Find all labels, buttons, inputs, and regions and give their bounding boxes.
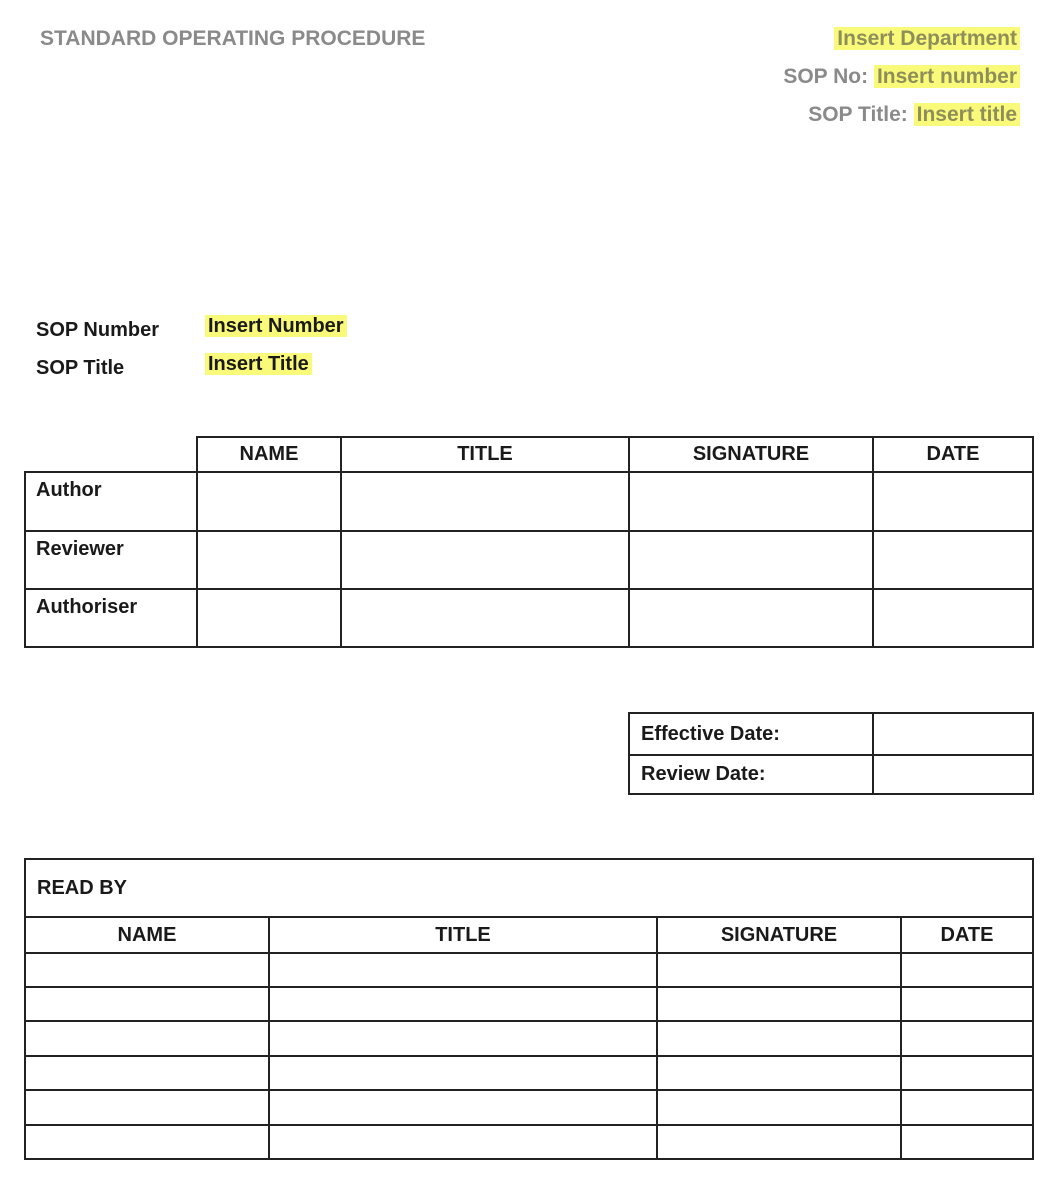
sop-no-label: SOP No: — [783, 65, 869, 88]
cell[interactable] — [25, 1090, 269, 1125]
empty-corner — [25, 437, 197, 472]
cell[interactable] — [341, 472, 629, 531]
cell[interactable] — [269, 1056, 657, 1090]
table-row — [25, 953, 1033, 987]
cell[interactable] — [657, 1090, 901, 1125]
cell[interactable] — [197, 589, 341, 647]
col-signature: SIGNATURE — [657, 917, 901, 953]
col-name: NAME — [25, 917, 269, 953]
cell[interactable] — [657, 1125, 901, 1159]
review-date-label: Review Date: — [629, 755, 873, 794]
cell[interactable] — [657, 1056, 901, 1090]
cell[interactable] — [269, 1021, 657, 1056]
row-label-reviewer: Reviewer — [25, 531, 197, 589]
cell[interactable] — [901, 1021, 1033, 1056]
sop-title-label: SOP Title: — [808, 103, 908, 126]
cell[interactable] — [25, 1056, 269, 1090]
cell[interactable] — [657, 1021, 901, 1056]
row-label-author: Author — [25, 472, 197, 531]
cell[interactable] — [657, 987, 901, 1021]
cell[interactable] — [269, 987, 657, 1021]
review-date-value[interactable] — [873, 755, 1033, 794]
cell[interactable] — [341, 589, 629, 647]
cell[interactable] — [873, 589, 1033, 647]
table-row — [25, 1021, 1033, 1056]
cell[interactable] — [197, 531, 341, 589]
document-type: STANDARD OPERATING PROCEDURE — [40, 27, 426, 50]
cell[interactable] — [901, 987, 1033, 1021]
sop-number-label: SOP Number — [36, 319, 159, 341]
cell[interactable] — [269, 1090, 657, 1125]
department-value: Insert Department — [834, 27, 1020, 50]
col-title: TITLE — [341, 437, 629, 472]
sop-title-value-main: Insert Title — [205, 353, 312, 375]
cell[interactable] — [25, 1021, 269, 1056]
read-by-title: READ BY — [25, 859, 1033, 917]
cell[interactable] — [25, 1125, 269, 1159]
table-row — [25, 987, 1033, 1021]
cell[interactable] — [657, 953, 901, 987]
dates-table — [628, 712, 1034, 795]
effective-date-value[interactable] — [873, 713, 1033, 755]
cell[interactable] — [901, 1090, 1033, 1125]
sop-no-value: Insert number — [874, 65, 1020, 88]
table-row — [25, 1056, 1033, 1090]
department-field — [834, 27, 1020, 51]
col-date: DATE — [901, 917, 1033, 953]
cell[interactable] — [269, 953, 657, 987]
sop-title-value: Insert title — [914, 103, 1020, 126]
cell[interactable] — [901, 953, 1033, 987]
cell[interactable] — [25, 987, 269, 1021]
table-row — [25, 1125, 1033, 1159]
cell[interactable] — [197, 472, 341, 531]
header-sop-title — [808, 103, 1020, 127]
header-sop-no — [783, 65, 1020, 89]
cell[interactable] — [901, 1056, 1033, 1090]
table-row — [25, 472, 1033, 531]
sop-title-label-main: SOP Title — [36, 357, 125, 379]
cell[interactable] — [629, 472, 873, 531]
approval-table — [24, 436, 1034, 648]
cell[interactable] — [873, 531, 1033, 589]
cell[interactable] — [901, 1125, 1033, 1159]
row-label-authoriser: Authoriser — [25, 589, 197, 647]
col-title: TITLE — [269, 917, 657, 953]
cell[interactable] — [629, 531, 873, 589]
table-row — [25, 1090, 1033, 1125]
table-row — [25, 589, 1033, 647]
table-row — [25, 531, 1033, 589]
cell[interactable] — [269, 1125, 657, 1159]
cell[interactable] — [25, 953, 269, 987]
col-name: NAME — [197, 437, 341, 472]
cell[interactable] — [629, 589, 873, 647]
col-date: DATE — [873, 437, 1033, 472]
cell[interactable] — [341, 531, 629, 589]
sop-number-value: Insert Number — [205, 315, 347, 337]
effective-date-label: Effective Date: — [629, 713, 873, 755]
col-signature: SIGNATURE — [629, 437, 873, 472]
cell[interactable] — [873, 472, 1033, 531]
read-by-table — [24, 858, 1034, 1160]
